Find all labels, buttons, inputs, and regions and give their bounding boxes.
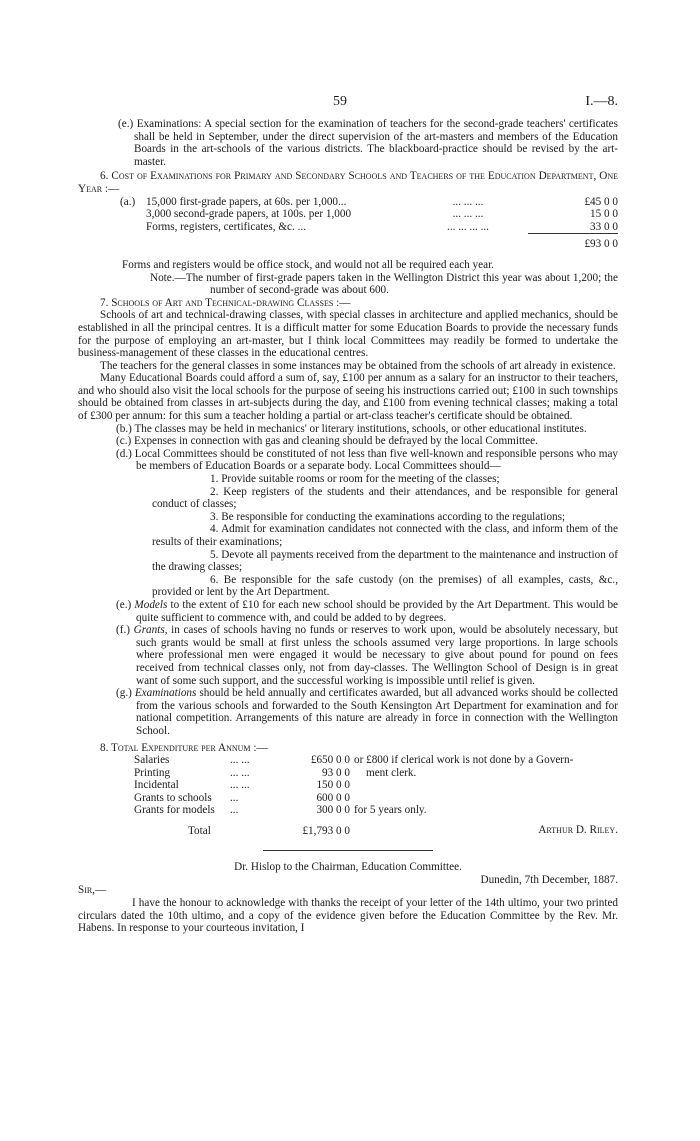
letter-body: I have the honour to acknowledge with thanks the receipt of your letter of the 14th ultimo, your two printed circulars dated the 10th ultimo, and a copy of the evidence given before the Education Committee by the Rev. Mr. Habens. In response to your courteous invitation, I: [78, 897, 618, 935]
expenditure-total-row: Total £1,793 0 0: [134, 817, 577, 838]
letter-title: Dr. Hislop to the Chairman, Education Committee.: [234, 861, 462, 874]
cost-row: 3,000 second-grade papers, at 100s. per 1,000 ... ... ... 15 0 0: [146, 208, 618, 221]
item-c: (c.) Expenses in connection with gas and cleaning should be defrayed by the local Committee.: [116, 435, 538, 448]
section-6-heading: 6. Cost of Examinations for Primary and Secondary Schools and Teachers of the Education Department, One Year :—: [78, 170, 618, 195]
letter-dateline: Dunedin, 7th December, 1887.: [480, 873, 618, 886]
cost-total: £93 0 0: [528, 234, 618, 251]
item-g-examinations: (g.) Examinations should be held annually and certificates awarded, but all advanced works should be collected from the various schools and forwarded to the South Kensington Art Department for examination and for national competition. Arrangements of this nature are already in force in connection with the Wellington School.: [116, 687, 619, 737]
item-e-examinations: (e.) Examinations: A special section for the examination of teachers for the second-grade teachers' certificates shall be held in September, under the direct supervision of the art-masters and members of the Education Boards in the art-schools of the various districts. The blackboard-practice should be revised by the art-master.: [118, 118, 618, 168]
section-7-paragraph: Schools of art and technical-drawing classes, with special classes in architecture and applied mechanics, should be established in all the principal centres. It is a difficult matter for some Education Boards to provide the necessary funds for the purpose of employing an art-master, but I think local Committees may readily be formed to undertake the business-management of these classes in the educational centres.: [78, 309, 618, 360]
cost-row: (a.) 15,000 first-grade papers, at 60s. per 1,000... ... ... ... £45 0 0: [120, 195, 618, 208]
letter-salutation: Sir,—: [78, 884, 107, 897]
cost-total-row: [120, 234, 618, 251]
expenditure-row: Salaries ... ... £650 0 0 or £800 if clerical work is not done by a Govern-: [134, 754, 574, 767]
duty-item: 3. Be responsible for conducting the examinations according to the regulations;: [210, 510, 566, 523]
section-7-heading: 7. Schools of Art and Technical-drawing Classes :—: [100, 296, 351, 309]
section-7-paragraph: Many Educational Boards could afford a sum of, say, £100 per annum as a salary for an instructor to their teachers, and who should also visit the local schools for the purpose of seeing his instructions carried out; £100 in such townships should be obtained from classes in art-subjects during the day, and £100 from evening technical classes; making a total of £300 per annum: for this sum a teacher holding a partial or art-class teacher's certificate should be obtained.: [78, 372, 618, 423]
document-page: [78, 0, 618, 1141]
duty-item: 5. Devote all payments received from the department to the maintenance and instruction of the drawing classes;: [152, 548, 618, 574]
section-7-paragraph: The teachers for the general classes in some instances may be obtained from the schools of art already in existence.: [100, 359, 616, 372]
item-d: (d.) Local Committees should be constituted of not less than five well-known and responsible persons who may be members of Education Boards or a separate body. Local Committees should—: [116, 447, 619, 473]
expenditure-total: £1,793 0 0: [302, 825, 350, 838]
signature: Arthur D. Riley.: [538, 823, 618, 836]
item-e-models: (e.) Models to the extent of £10 for each new school should be provided by the Art Department. This would be quite sufficient to commence with, and could be added to by degrees.: [116, 598, 619, 624]
item-f-grants: (f.) Grants, in cases of schools having no funds or reserves to work upon, would be absolutely necessary, but such grants would be small at first unless the schools assumed very large proportions. In large schools where professional men were engaged it would be necessary to give about pound for pound on fees received from technical classes only, not from day-classes. The Wellington School of Design is in great want of some such support, and the successful working is impossible until relief is given.: [116, 624, 618, 687]
expenditure-row: Grants for models ... 300 0 0 for 5 years only.: [134, 804, 427, 817]
duty-item: 6. Be responsible for the safe custody (on the premises) of all examples, casts, &c., provided or lent by the Art Department.: [152, 573, 618, 599]
expenditure-row: Incidental ... ... 150 0 0: [134, 779, 350, 792]
duty-item: 2. Keep registers of the students and their attendances, and be responsible for general conduct of classes;: [152, 485, 618, 511]
section-divider: [263, 850, 433, 851]
expenditure-row: Grants to schools ... 600 0 0: [134, 791, 350, 804]
expenditure-row: Printing ... ... 93 0 0 ment clerk.: [134, 766, 417, 779]
document-reference: I.—8.: [585, 94, 618, 109]
duty-item: 1. Provide suitable rooms or room for the meeting of the classes;: [210, 473, 500, 486]
page-header: [78, 0, 618, 118]
note-forms: Forms and registers would be office stock, and would not all be required each year.: [122, 258, 494, 271]
note-papers: Note.—The number of first-grade papers taken in the Wellington District this year was about 1,200; the number of second-grade was about 600.: [150, 271, 618, 297]
section-8-heading: 8. Total Expenditure per Annum :—: [100, 741, 268, 754]
page-number: 59: [333, 94, 347, 109]
examination-cost-table: [120, 196, 618, 251]
cost-row: Forms, registers, certificates, &c. ... ... ... ... ... 33 0 0: [146, 220, 618, 233]
item-b: (b.) The classes may be held in mechanics' or literary institutions, schools, or other educational institutes.: [116, 422, 587, 435]
duty-item: 4. Admit for examination candidates not connected with the class, and inform them of the results of their examinations;: [152, 523, 618, 548]
